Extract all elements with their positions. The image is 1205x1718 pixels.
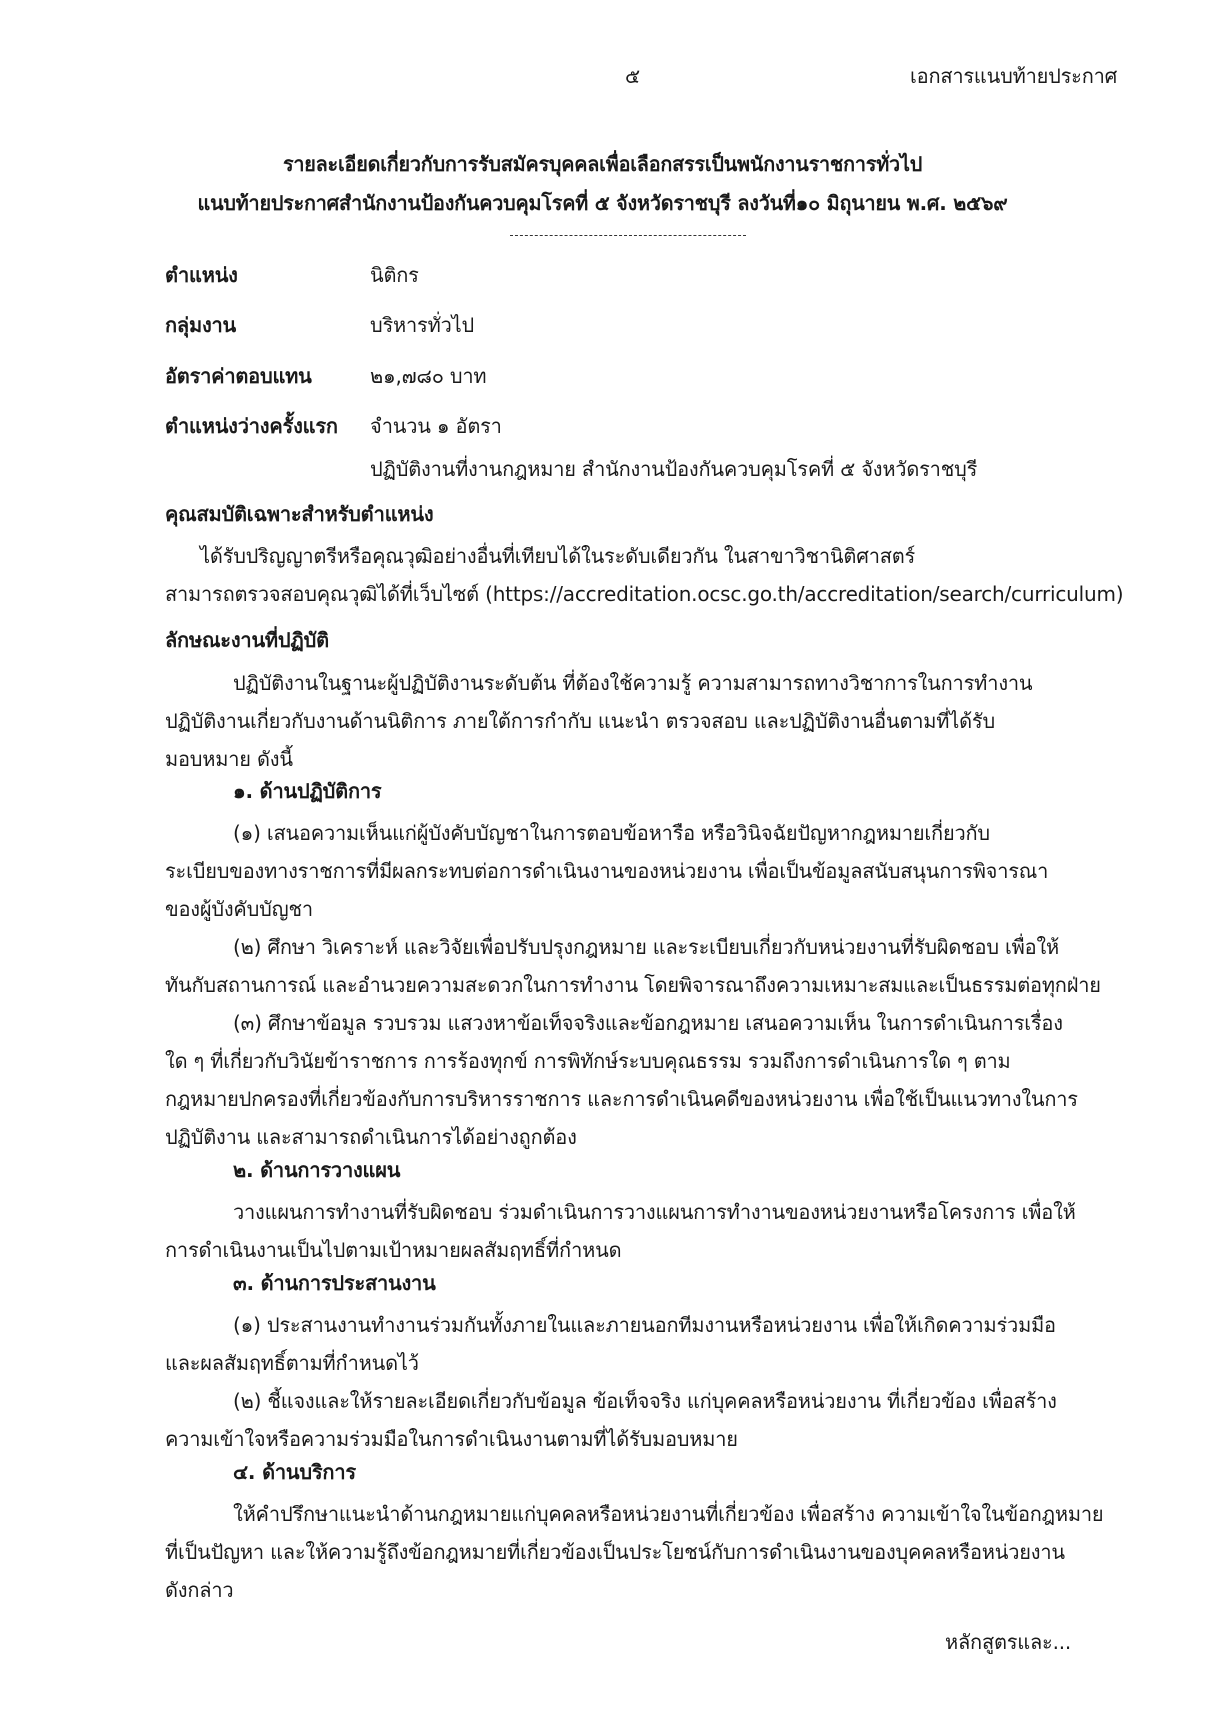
position-label: ตำแหน่ง (165, 263, 238, 287)
qualifications-line: ได้รับปริญญาตรีหรือคุณวุฒิอย่างอื่นที่เทียบได้ในระดับเดียวกัน ในสาขาวิชานิติศาสตร์ (200, 544, 916, 568)
section-line: ดังกล่าว (165, 1578, 234, 1602)
section-line: กฎหมายปกครองที่เกี่ยวข้องกับการบริหารราชการ และการดำเนินคดีของหน่วยงาน เพื่อใช้เป็นแนวทางในการ (165, 1087, 1078, 1111)
qualifications-line: สามารถตรวจสอบคุณวุฒิได้ที่เว็บไซต์ (https://accreditation.ocsc.go.th/accreditation/search/curriculum) (165, 582, 1124, 606)
group-value: บริหารทั่วไป (370, 313, 474, 337)
duties-intro-line: มอบหมาย ดังนี้ (165, 747, 293, 771)
section-line: ทันกับสถานการณ์ และอำนวยความสะดวกในการทำงาน โดยพิจารณาถึงความเหมาะสมและเป็นธรรมต่อทุกฝ่าย (165, 973, 1101, 997)
section-line: (๒) ชี้แจงและให้รายละเอียดเกี่ยวกับข้อมูล ข้อเท็จจริง แก่บุคคลหรือหน่วยงาน ที่เกี่ยวข้อง เพื่อสร้าง (233, 1389, 1057, 1413)
section-heading-coordination: ๓. ด้านการประสานงาน (233, 1271, 436, 1295)
section-line: (๑) เสนอความเห็นแก่ผู้บังคับบัญชาในการตอบข้อหารือ หรือวินิจฉัยปัญหากฎหมายเกี่ยวกับ (233, 821, 990, 845)
continued-footer: หลักสูตรและ... (945, 1630, 1072, 1654)
duties-heading: ลักษณะงานที่ปฏิบัติ (165, 628, 329, 652)
position-value: นิติกร (370, 263, 419, 287)
section-heading-operations: ๑. ด้านปฏิบัติการ (233, 779, 382, 803)
section-line: ความเข้าใจหรือความร่วมมือในการดำเนินงานตามที่ได้รับมอบหมาย (165, 1427, 738, 1451)
duties-intro-line: ปฏิบัติงานเกี่ยวกับงานด้านนิติการ ภายใต้การกำกับ แนะนำ ตรวจสอบ และปฏิบัติงานอื่นตามที่ได้รับ (165, 709, 995, 733)
section-line: วางแผนการทำงานที่รับผิดชอบ ร่วมดำเนินการวางแผนการทำงานของหน่วยงานหรือโครงการ เพื่อให้ (233, 1200, 1076, 1224)
section-line: การดำเนินงานเป็นไปตามเป้าหมายผลสัมฤทธิ์ที่กำหนด (165, 1238, 622, 1262)
section-heading-service: ๔. ด้านบริการ (233, 1460, 356, 1484)
group-label: กลุ่มงาน (165, 313, 237, 337)
section-line: ใด ๆ ที่เกี่ยวกับวินัยข้าราชการ การร้องทุกข์ การพิทักษ์ระบบคุณธรรม รวมถึงการดำเนินการใด ๆ ตาม (165, 1049, 1011, 1073)
section-line: ที่เป็นปัญหา และให้ความรู้ถึงข้อกฎหมายที่เกี่ยวข้องเป็นประโยชน์กับการดำเนินงานของบุคคลหรือหน่วยงาน (165, 1540, 1065, 1564)
section-line: ระเบียบของทางราชการที่มีผลกระทบต่อการดำเนินงานของหน่วยงาน เพื่อเป็นข้อมูลสนับสนุนการพิจารณา (165, 859, 1049, 883)
section-heading-planning: ๒. ด้านการวางแผน (233, 1158, 401, 1182)
title-divider (510, 235, 746, 236)
vacancy-location: ปฏิบัติงานที่งานกฎหมาย สำนักงานป้องกันควบคุมโรคที่ ๕ จังหวัดราชบุรี (370, 457, 978, 481)
section-line: ให้คำปรึกษาแนะนำด้านกฎหมายแก่บุคคลหรือหน่วยงานที่เกี่ยวข้อง เพื่อสร้าง ความเข้าใจในข้อกฎหมาย (233, 1502, 1104, 1526)
section-line: ปฏิบัติงาน และสามารถดำเนินการได้อย่างถูกต้อง (165, 1125, 577, 1149)
section-line: (๒) ศึกษา วิเคราะห์ และวิจัยเพื่อปรับปรุงกฎหมาย และระเบียบเกี่ยวกับหน่วยงานที่รับผิดชอบ เพื่อให้ (233, 935, 1059, 959)
document-title-line2: แนบท้ายประกาศสำนักงานป้องกันควบคุมโรคที่ ๕ จังหวัดราชบุรี ลงวันที่๑๐ มิถุนายน พ.ศ. ๒๕๖๙ (197, 191, 1008, 215)
section-line: (๑) ประสานงานทำงานร่วมกันทั้งภายในและภายนอกทีมงานหรือหน่วยงาน เพื่อให้เกิดความร่วมมือ (233, 1313, 1056, 1337)
section-line: (๓) ศึกษาข้อมูล รวบรวม แสวงหาข้อเท็จจริงและข้อกฎหมาย เสนอความเห็น ในการดำเนินการเรื่อง (233, 1011, 1063, 1035)
section-line: ของผู้บังคับบัญชา (165, 897, 313, 921)
qualifications-heading: คุณสมบัติเฉพาะสำหรับตำแหน่ง (165, 502, 434, 526)
salary-value: ๒๑,๗๘๐ บาท (370, 364, 487, 388)
page-number: ๕ (625, 64, 640, 88)
document-title-line1: รายละเอียดเกี่ยวกับการรับสมัครบุคคลเพื่อเลือกสรรเป็นพนักงานราชการทั่วไป (282, 152, 923, 176)
salary-label: อัตราค่าตอบแทน (165, 364, 312, 388)
duties-intro-line: ปฏิบัติงานในฐานะผู้ปฏิบัติงานระดับต้น ที่ต้องใช้ความรู้ ความสามารถทางวิชาการในการทำงาน (233, 671, 1033, 695)
section-line: และผลสัมฤทธิ์ตามที่กำหนดไว้ (165, 1351, 419, 1375)
attachment-label: เอกสารแนบท้ายประกาศ (910, 64, 1118, 88)
vacancy-label: ตำแหน่งว่างครั้งแรก (165, 414, 338, 438)
vacancy-value: จำนวน ๑ อัตรา (370, 414, 502, 438)
